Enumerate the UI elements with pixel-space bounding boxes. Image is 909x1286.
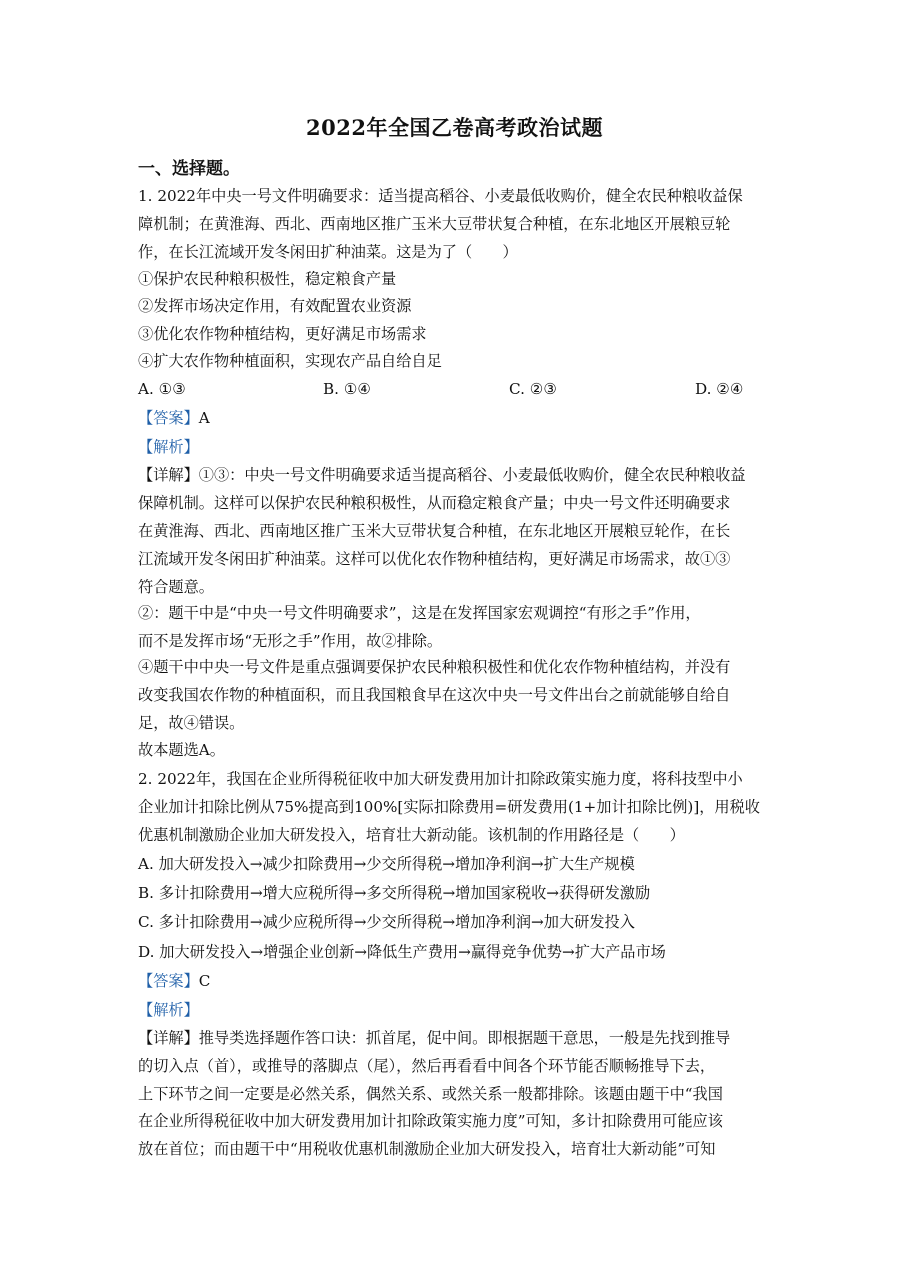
q1-detail-line: 而不是发挥市场“无形之手”作用，故②排除。 (138, 632, 443, 650)
q2-stem-line: 优惠机制激励企业加大研发投入，培育壮大新动能。该机制的作用路径是（ ） (138, 826, 685, 844)
q1-detail-line: 【详解】①③：中央一号文件明确要求适当提高稻谷、小麦最低收购价，健全农民种粮收益 (138, 466, 746, 484)
q1-detail-line: 故本题选A。 (138, 741, 225, 759)
q1-item: ③优化农作物种植结构，更好满足市场需求 (138, 325, 427, 343)
q2-detail-line: 【详解】推导类选择题作答口诀：抓首尾，促中间。即根据题干意思，一般是先找到推导 (138, 1029, 731, 1047)
q1-option-d: D. ②④ (695, 380, 744, 398)
q2-option-a: A. 加大研发投入→减少扣除费用→少交所得税→增加净利润→扩大生产规模 (138, 855, 635, 873)
q2-answer (138, 971, 210, 991)
q1-item: ①保护农民种粮积极性，稳定粮食产量 (138, 270, 397, 288)
q2-option-b: B. 多计扣除费用→增大应税所得→多交所得税→增加国家税收→获得研发激励 (138, 884, 651, 902)
q1-detail-line: 符合题意。 (138, 578, 214, 596)
q1-option-c: C. ②③ (509, 380, 557, 398)
q2-detail-line: 放在首位；而由题干中“用税收优惠机制激励企业加大研发投入，培育壮大新动能”可知 (138, 1140, 716, 1158)
answer-value: C (198, 972, 211, 990)
q2-stem-line: 2. 2022年，我国在企业所得税征收中加大研发费用加计扣除政策实施力度，将科技型中小 (138, 770, 743, 788)
answer-tag: 【答案】 (138, 409, 199, 427)
q1-detail-line: ②：题干中是“中央一号文件明确要求”，这是在发挥国家宏观调控“有形之手”作用， (138, 604, 701, 622)
page-title: 2022年全国乙卷高考政治试题 (306, 115, 603, 140)
q1-detail-line: ④题干中中央一号文件是重点强调要保护农民种粮积极性和优化农作物种植结构，并没有 (138, 658, 731, 676)
q2-detail-line: 在企业所得税征收中加大研发费用加计扣除政策实施力度”可知，多计扣除费用可能应该 (138, 1112, 723, 1130)
answer-value: A (198, 409, 210, 427)
q1-stem-line: 障机制；在黄淮海、西北、西南地区推广玉米大豆带状复合种植，在东北地区开展粮豆轮 (138, 215, 731, 233)
q1-analysis-tag: 【解析】 (138, 438, 199, 456)
q2-option-d: D. 加大研发投入→增强企业创新→降低生产费用→赢得竞争优势→扩大产品市场 (138, 943, 666, 961)
q2-detail-line: 上下环节之间一定要是必然关系，偶然关系、或然关系一般都排除。该题由题干中“我国 (138, 1085, 723, 1103)
q2-stem-line: 企业加计扣除比例从75%提高到100%[实际扣除费用=研发费用(1+加计扣除比例)]，用税收 (138, 798, 760, 816)
q1-detail-line: 足，故④错误。 (138, 714, 245, 732)
q1-detail-line: 改变我国农作物的种植面积，而且我国粮食早在这次中央一号文件出台之前就能够自给自 (138, 686, 731, 704)
q1-detail-line: 江流域开发冬闲田扩种油菜。这样可以优化农作物种植结构，更好满足市场需求，故①③ (138, 550, 731, 568)
q2-option-c: C. 多计扣除费用→减少应税所得→少交所得税→增加净利润→加大研发投入 (138, 913, 635, 931)
q2-analysis-tag: 【解析】 (138, 1001, 199, 1019)
q1-option-a: A. ①③ (138, 380, 186, 398)
q1-option-b: B. ①④ (323, 380, 372, 398)
q1-stem-line: 作，在长江流域开发冬闲田扩种油菜。这是为了（ ） (138, 243, 518, 261)
q1-item: ②发挥市场决定作用，有效配置农业资源 (138, 297, 412, 315)
q1-detail-line: 保障机制。这样可以保护农民种粮积极性，从而稳定粮食产量；中央一号文件还明确要求 (138, 494, 731, 512)
q2-detail-line: 的切入点（首），或推导的落脚点（尾），然后再看看中间各个环节能否顺畅推导下去， (138, 1057, 716, 1075)
section-heading: 一、选择题。 (138, 159, 240, 179)
answer-tag: 【答案】 (138, 972, 199, 990)
q1-detail-line: 在黄淮海、西北、西南地区推广玉米大豆带状复合种植，在东北地区开展粮豆轮作，在长 (138, 522, 731, 540)
q1-item: ④扩大农作物种植面积，实现农产品自给自足 (138, 352, 442, 370)
q1-answer (138, 408, 210, 428)
q1-stem-line: 1. 2022年中央一号文件明确要求：适当提高稻谷、小麦最低收购价，健全农民种粮收益保 (138, 187, 743, 205)
